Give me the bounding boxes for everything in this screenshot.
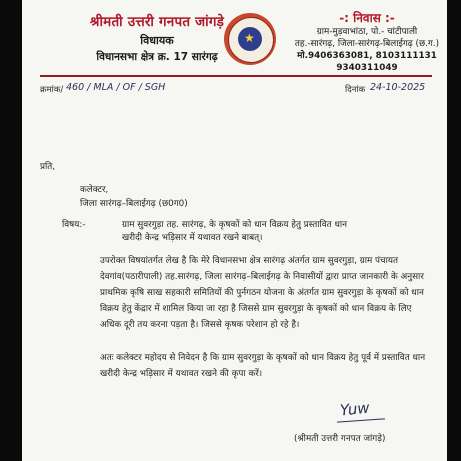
subject-line-2: खरीदी केन्द्र भड़िसार में यथावत रखने बाबत्। <box>122 233 263 243</box>
letterhead-right <box>292 12 442 74</box>
handwritten-signature: Yuw <box>339 398 371 420</box>
body-paragraph-2 <box>100 350 430 382</box>
reference-label: क्रमांक/ <box>40 85 64 95</box>
residence-title: -: निवास :- <box>339 11 395 25</box>
to-label: प्रति, <box>40 162 56 172</box>
recipient: कलेक्टर, <box>80 185 109 195</box>
subject-line-1: ग्राम सुवरगुड़ा तह. सारंगढ़, के कृषकों को धान विक्रय हेतु प्रस्तावित धान <box>122 220 348 230</box>
mobile-numbers: मो.9406363081, 8103111131 <box>297 51 437 61</box>
header-divider <box>40 75 432 77</box>
mla-name: श्रीमती उत्तरी गनपत जांगड़े <box>89 14 225 30</box>
designation: विधायक <box>140 34 174 47</box>
letter-page <box>22 0 447 461</box>
subject-label: विषय:- <box>62 220 86 230</box>
signatory-name: (श्रीमती उत्तरी गनपत जांगड़े) <box>294 434 386 444</box>
reference-row <box>40 82 432 98</box>
date-value: 24-10-2025 <box>370 82 426 93</box>
address-line-2: तह.-सारंगढ़, जिला-सारंगढ़-बिलाईगढ़ (छ.ग.) <box>294 39 440 49</box>
reference-number: 460 / MLA / OF / SGH <box>66 82 166 93</box>
recipient-district: जिला सारंगढ़–बिलाईगढ़ (छ0ग0) <box>80 199 188 209</box>
body-paragraph-2-text: अतः कलेक्टर महोदय से निवेदन है कि ग्राम सुवरगुड़ा के कृषकों को धान विक्रय हेतु पूर्व में प्रस्तावित धान खरीदी केन्द्र भड़िसार में यथावत रखने की कृपा करें। <box>100 353 426 379</box>
body-paragraph-1-text: उपरोक्त विषयांतर्गत लेख है कि मेरे विधानसभा क्षेत्र सारंगढ़ अंतर्गत ग्राम सुवरगुड़ा, ग्राम पंचायत देवगांव(पठारीपाली) तह.सारंगढ़, जिला सारंगढ़–बिलाईगढ़ के निवासीयों द्वारा प्राप्त जानकारी के अनुसार प्राथमिक कृषि साख सहकारी समितियों की पुर्नगठन योजना के अंतर्गत ग्राम सुवरगुड़ा के कृषकों को धान विक्रय हेतु केंद्रार में शामिल किया जा रहा है जिससे ग्राम सुवरगुड़ा के कृषकों को धान विक्रय के लिए अधिक दूरी तय करना पड़ता है। जिससे कृषक परेशान हो रहे है। <box>100 256 424 330</box>
body-paragraph-1 <box>100 253 430 333</box>
address-line-1: ग्राम-मुड़वाभांठा, पो.- चांटीपाली <box>316 27 418 37</box>
mobile-number-2: 9340311049 <box>336 63 398 73</box>
assembly-emblem-icon: ★ <box>224 13 276 65</box>
constituency: विधानसभा क्षेत्र क्र. 17 सारंगढ़ <box>96 51 218 63</box>
date-label: दिनांक <box>345 85 366 95</box>
